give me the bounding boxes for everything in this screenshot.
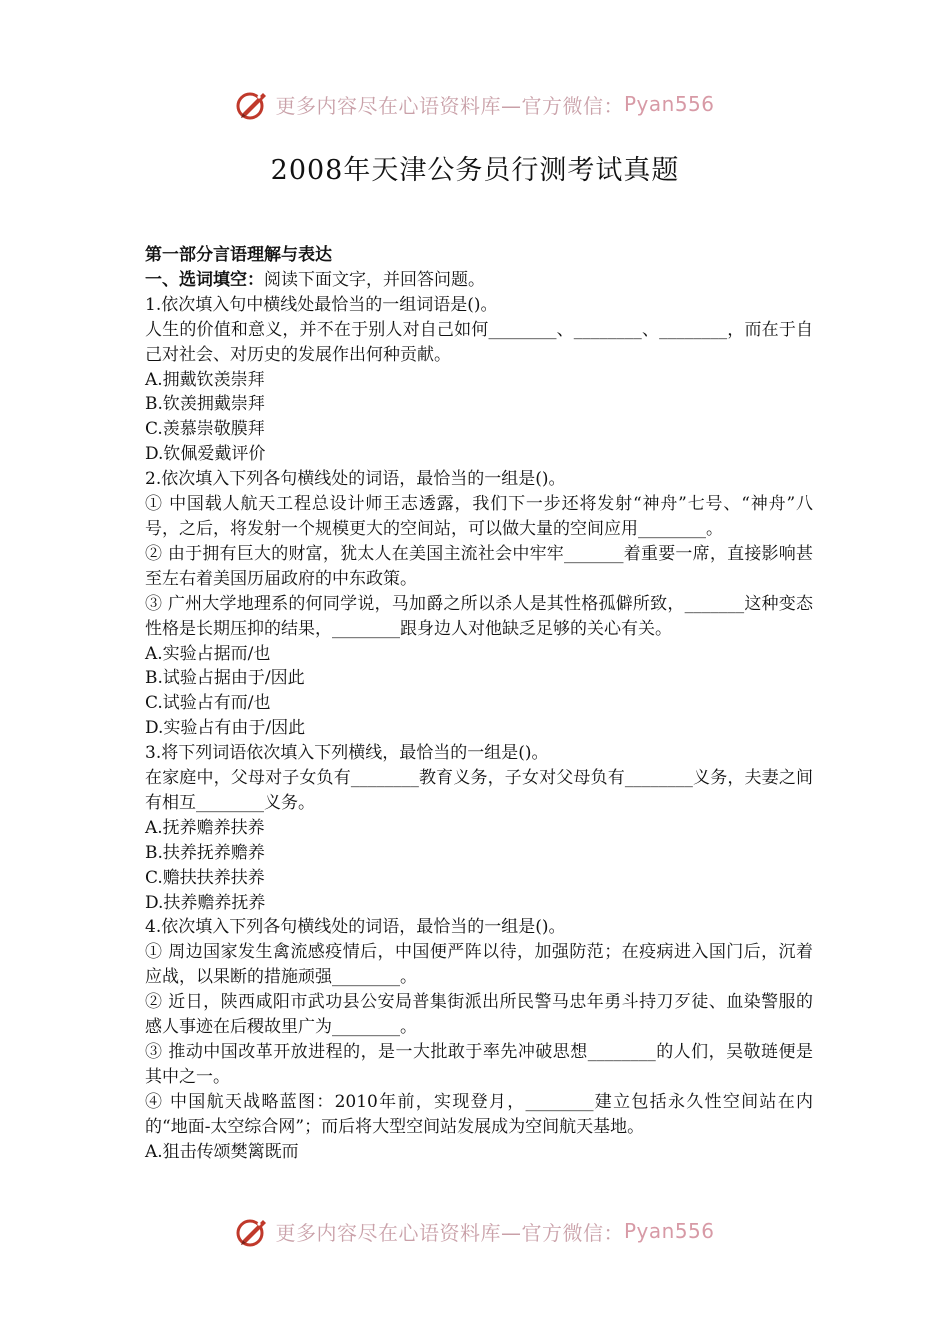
header-banner [0, 84, 950, 124]
text-line: ② 近日，陕西咸阳市武功县公安局普集街派出所民警马忠年勇斗持刀歹徒、血染警服的感人事迹在后稷故里广为________。 [145, 992, 813, 1038]
text-line: 3.将下列词语依次填入下列横线，最恰当的一组是()。 [145, 743, 549, 764]
text-line: A.狙击传颂樊篱既而 [145, 1141, 299, 1162]
text-line: A.实验占据而/也 [145, 643, 271, 664]
text-line: ③ 广州大学地理系的何同学说，马加爵之所以杀人是其性格孤僻所致，_______这种变态性格是长期压抑的结果，________跟身边人对他缺乏足够的关心有关。 [145, 593, 813, 639]
text-line: D.扶养赡养抚养 [145, 892, 266, 913]
text-line: 1.依次填入句中横线处最恰当的一组词语是()。 [145, 294, 498, 315]
text-line: C.羡慕崇敬膜拜 [145, 419, 265, 440]
text-line: 在家庭中，父母对子女负有________教育义务，子女对父母负有________义务，夫妻之间有相互________义务。 [145, 768, 813, 813]
section-title: 第一部分言语理解与表达 [145, 245, 332, 265]
text-line: ④ 中国航天战略蓝图：2010年前，实现登月，________建立包括永久性空间站在内的“地面-太空综合网”；而后将大型空间站发展成为空间航天基地。 [145, 1091, 813, 1137]
text-line: B.试验占据由于/因此 [145, 668, 305, 689]
text-line: ② 由于拥有巨大的财富，犹太人在美国主流社会中牢牢_______着重要一席，直接影响甚至左右着美国历届政府的中东政策。 [145, 543, 813, 589]
text-line: ① 中国载人航天工程总设计师王志透露，我们下一步还将发射“神舟”七号、“神舟”八号，之后，将发射一个规模更大的空间站，可以做大量的空间应用________。 [145, 494, 813, 539]
banner-text: 更多内容尽在心语资料库—官方微信： [275, 93, 624, 118]
text-line: ① 周边国家发生禽流感疫情后，中国便严阵以待，加强防范；在疫病进入国门后，沉着应战，以果断的措施顽强________。 [145, 942, 813, 988]
text-line: D.实验占有由于/因此 [145, 718, 306, 739]
text-line: B.扶养抚养赡养 [145, 842, 265, 863]
pen-logo-icon [235, 1214, 269, 1248]
text-line: B.钦羡拥戴崇拜 [145, 394, 265, 415]
footer-banner [0, 1211, 950, 1251]
subsection-heading [145, 268, 813, 293]
banner-text: 更多内容尽在心语资料库—官方微信： [275, 1220, 624, 1245]
text-line: ③ 推动中国改革开放进程的，是一大批敢于率先冲破思想________的人们，吴敬琏便是其中之一。 [145, 1042, 813, 1087]
banner-wechat-id: Pyan556 [623, 92, 715, 116]
question-list [145, 293, 813, 1165]
text-line: A.拥戴钦羡崇拜 [145, 369, 265, 390]
text-line: D.钦佩爱戴评价 [145, 444, 266, 465]
document-title: 2008年天津公务员行测考试真题 [270, 155, 680, 186]
subsection-label: 一、选词填空： [145, 269, 264, 290]
document-body [145, 243, 813, 1165]
subsection-text: 阅读下面文字，并回答问题。 [264, 269, 485, 290]
text-line: 4.依次填入下列各句横线处的词语，最恰当的一组是()。 [145, 917, 566, 938]
text-line: 2.依次填入下列各句横线处的词语，最恰当的一组是()。 [145, 469, 566, 490]
text-line: 人生的价值和意义，并不在于别人对自己如何________、________、________，而在于自己对社会、对历史的发展作出何种贡献。 [145, 319, 813, 365]
text-line: C.试验占有而/也 [145, 693, 271, 714]
banner-wechat-id: Pyan556 [623, 1219, 715, 1243]
text-line: A.抚养赡养扶养 [145, 817, 265, 838]
text-line: C.赡扶扶养扶养 [145, 867, 265, 888]
pen-logo-icon [235, 87, 269, 121]
